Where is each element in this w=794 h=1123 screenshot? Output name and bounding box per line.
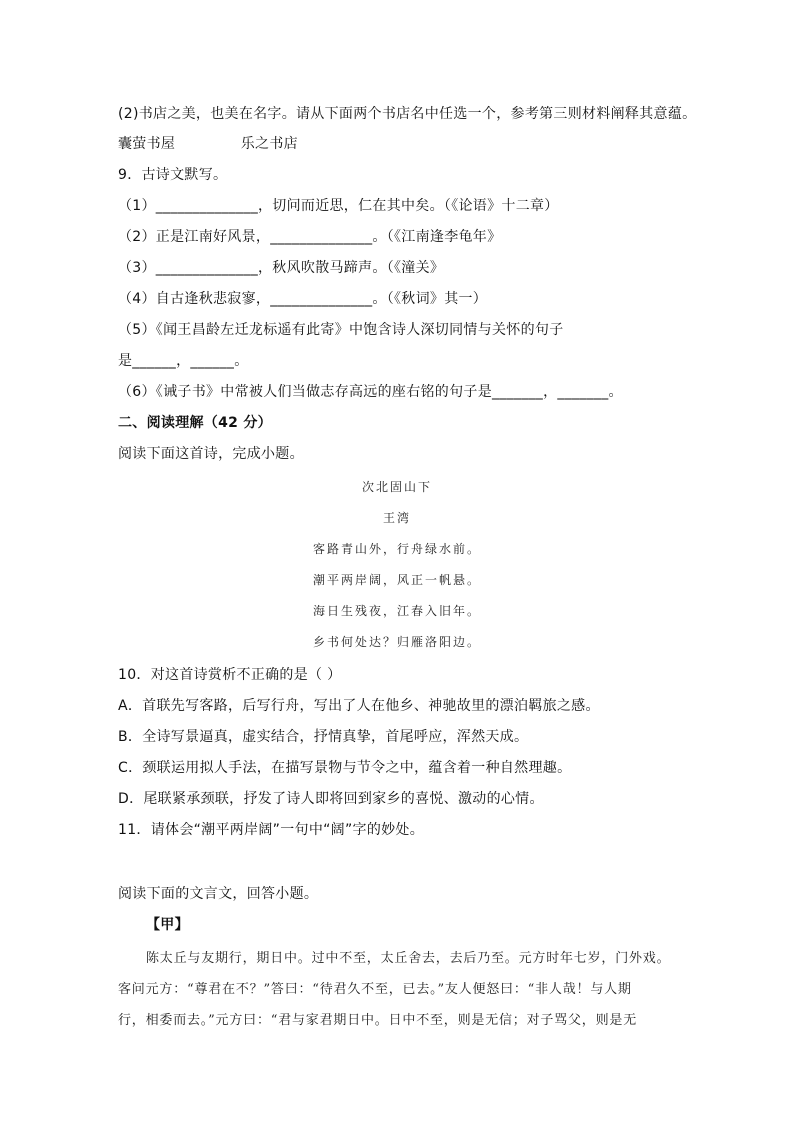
q9-item-5-continued: 是______，______。 bbox=[118, 353, 249, 369]
poem-author: 王湾 bbox=[382, 511, 411, 525]
q9-item-4: （4）自古逢秋悲寂寥，______________。（《秋词》其一） bbox=[118, 291, 488, 307]
q10-option-c: C．颈联运用拟人手法，在描写景物与节令之中，蕴含着一种自然理趣。 bbox=[118, 760, 572, 776]
poem-line-3: 海日生残夜，江春入旧年。 bbox=[312, 604, 481, 618]
poem-title: 次北固山下 bbox=[361, 480, 432, 494]
q9-item-6: （6）《诫子书》中常被人们当做志存高远的座右铭的句子是_______，_______。 bbox=[118, 384, 623, 400]
classical-line-2: 客问元方：“尊君在不？”答曰：“待君久不至，已去。”友人便怒曰：“非人哉！与人期 bbox=[118, 982, 632, 997]
q9-item-2: （2）正是江南好风景，______________。（《江南逢李龟年》 bbox=[118, 229, 502, 245]
classical-instruction: 阅读下面的文言文，回答小题。 bbox=[118, 886, 319, 902]
section-2-heading: 二、阅读理解（42 分） bbox=[118, 415, 272, 431]
q9-item-3: （3）______________，秋风吹散马蹄声。（《潼关》 bbox=[118, 260, 445, 276]
shop-name-2: 乐之书店 bbox=[240, 136, 298, 152]
q10-option-b: B．全诗写景逼真，虚实结合，抒情真挚，首尾呼应，浑然天成。 bbox=[118, 729, 529, 745]
poem-line-2: 潮平两岸阔，风正一帆悬。 bbox=[312, 573, 481, 587]
q10-option-d: D．尾联紧承颈联，抒发了诗人即将回到家乡的喜悦、激动的心情。 bbox=[118, 791, 544, 807]
q9-item-5: （5）《闻王昌龄左迁龙标遥有此寄》中饱含诗人深切同情与关怀的句子 bbox=[118, 322, 564, 338]
q10-option-a: A．首联先写客路，后写行舟，写出了人在他乡、神驰故里的漂泊羁旅之感。 bbox=[118, 698, 600, 714]
question-9-title: 9．古诗文默写。 bbox=[118, 167, 228, 183]
classical-line-3: 行，相委而去。”元方曰：“君与家君期日中。日中不至，则是无信；对子骂父，则是无 bbox=[118, 1013, 637, 1028]
poem-line-1: 客路青山外，行舟绿水前。 bbox=[312, 542, 481, 556]
shop-name-1: 囊萤书屋 bbox=[118, 136, 176, 152]
poem-instruction: 阅读下面这首诗，完成小题。 bbox=[118, 446, 304, 462]
passage-label-jia: 【甲】 bbox=[146, 917, 189, 933]
classical-line-1: 陈太丘与友期行，期日中。过中不至，太丘舍去，去后乃至。元方时年七岁，门外戏。 bbox=[146, 951, 671, 966]
question-10-stem: 10．对这首诗赏析不正确的是（ ） bbox=[118, 667, 342, 683]
question-8-part-2: (2)书店之美，也美在名字。请从下面两个书店名中任选一个，参考第三则材料阐释其意蕴。 bbox=[118, 106, 697, 122]
q9-item-1: （1）______________，切问而近思，仁在其中矣。（《论语》十二章） bbox=[118, 198, 559, 214]
shop-names-row bbox=[118, 134, 298, 154]
poem-line-4: 乡书何处达？归雁洛阳边。 bbox=[312, 635, 481, 649]
question-11: 11．请体会“潮平两岸阔”一句中“阔”字的妙处。 bbox=[118, 822, 425, 838]
